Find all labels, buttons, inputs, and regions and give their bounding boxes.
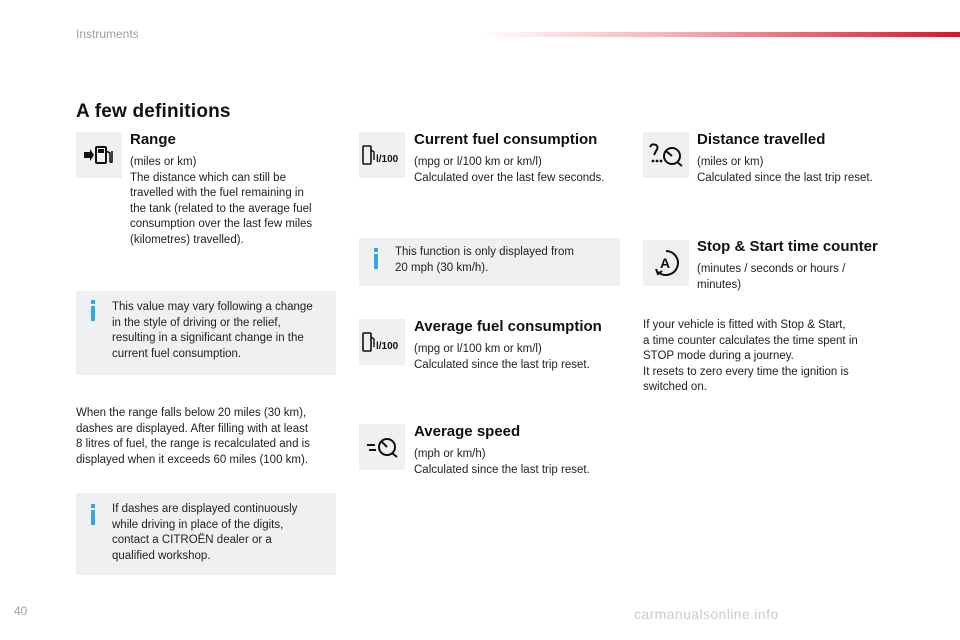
svg-text:A: A (660, 255, 671, 271)
svg-text:l/100: l/100 (376, 154, 399, 165)
average-fuel-heading: Average fuel consumption (414, 318, 602, 335)
average-fuel-description: (mpg or l/100 km or km/l) Calculated since the last trip reset. (414, 343, 590, 371)
current-fuel-heading: Current fuel consumption (414, 131, 598, 148)
average-speed-heading: Average speed (414, 423, 521, 440)
watermark: carmanualsonline.info (634, 606, 779, 622)
stop-start-description: (minutes / seconds or hours / minutes) (697, 263, 846, 291)
fuel-pump-range-icon (76, 132, 122, 178)
stop-start-text: If your vehicle is fitted with Stop & Start, a time counter calculates the time spent in STOP mode during a journey. It resets to zero every time the ignition is switched on. (643, 319, 858, 394)
dashes-info-note: If dashes are displayed continuously while driving in place of the digits, contact a CITROËN dealer or a qualified workshop. (76, 493, 336, 575)
distance-description: (miles or km) Calculated since the last trip reset. (697, 156, 873, 184)
info-icon (91, 300, 95, 304)
range-info-note: This value may vary following a change in the style of driving or the relief, resulting in a significant change in the current fuel consumption. (76, 291, 336, 375)
current-fuel-description: (mpg or l/100 km or km/l) Calculated over the last few seconds. (414, 156, 605, 184)
average-speed-description: (mph or km/h) Calculated since the last trip reset. (414, 448, 590, 476)
header-accent-bar (480, 32, 960, 37)
range-dashes-text: When the range falls below 20 miles (30 km), dashes are displayed. After filling with at least 8 litres of fuel, the range is recalculated and is displayed when it exceeds 60 miles (100 km). (76, 407, 310, 466)
stop-start-icon (643, 240, 689, 286)
average-speed-icon (359, 424, 405, 470)
range-heading: Range (130, 131, 176, 148)
svg-text:l/100: l/100 (376, 341, 399, 352)
page-number: 40 (14, 604, 28, 618)
range-description: (miles or km) The distance which can still be travelled with the fuel remaining in the tank (related to the average fuel consumption over the last few miles (kilometres) travelled). (130, 156, 313, 246)
current-fuel-info-note: This function is only displayed from 20 mph (30 km/h). (359, 238, 620, 286)
distance-travelled-icon (643, 132, 689, 178)
fuel-consumption-icon (359, 132, 405, 178)
stop-start-heading: Stop & Start time counter (697, 238, 878, 255)
header-section-label: Instruments (76, 27, 139, 41)
page-title: A few definitions (76, 101, 231, 122)
distance-heading: Distance travelled (697, 131, 826, 148)
fuel-consumption-icon (359, 319, 405, 365)
info-icon (374, 248, 378, 252)
info-icon (91, 504, 95, 508)
